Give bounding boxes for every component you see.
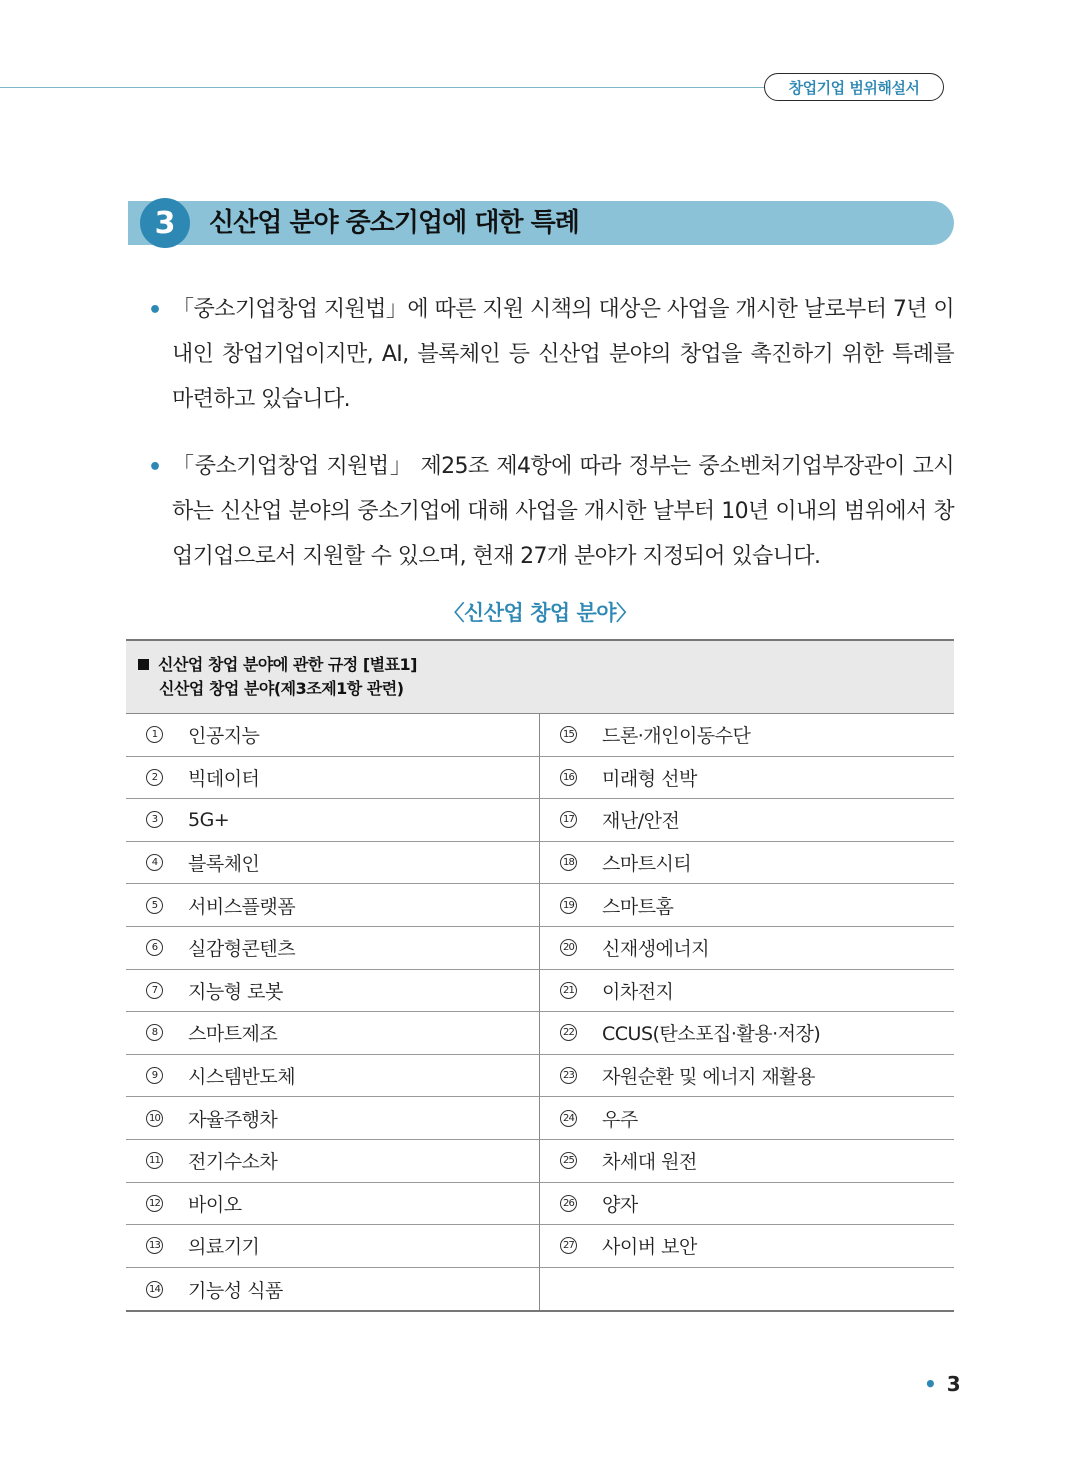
item-number: 11: [146, 1152, 163, 1169]
bullet-icon: •: [148, 455, 163, 480]
item-number: 21: [560, 982, 577, 999]
industry-name: 실감형콘텐츠: [188, 938, 296, 961]
table-cell: [126, 1268, 540, 1311]
industry-name: 재난/안전: [602, 810, 680, 833]
table-cell: [540, 757, 954, 800]
industry-table: [126, 639, 954, 1312]
table-cell: [540, 1055, 954, 1098]
industry-name: 스마트제조: [188, 1023, 278, 1046]
bullet-icon: •: [148, 298, 163, 323]
industry-name: 빅데이터: [188, 767, 260, 790]
item-number: 16: [560, 769, 577, 786]
item-number: 27: [560, 1237, 577, 1254]
industry-name: 시스템반도체: [188, 1066, 296, 1089]
table-cell: [126, 842, 540, 885]
item-number: 24: [560, 1110, 577, 1127]
item-number: 20: [560, 939, 577, 956]
item-number: 23: [560, 1067, 577, 1084]
industry-name: 의료기기: [188, 1236, 260, 1259]
table-cell: [126, 1183, 540, 1226]
item-number: 22: [560, 1024, 577, 1041]
table-cell: [540, 714, 954, 757]
industry-name: 신재생에너지: [602, 938, 710, 961]
table-cell: [126, 1097, 540, 1140]
item-number: 4: [146, 854, 163, 871]
industry-name: 스마트홈: [602, 895, 674, 918]
industry-name: 차세대 원전: [602, 1151, 697, 1174]
industry-name: 우주: [602, 1108, 638, 1131]
table-body: [126, 714, 954, 1310]
item-number: 5: [146, 897, 163, 914]
item-number: 1: [146, 726, 163, 743]
table-cell: [540, 1268, 954, 1311]
header-rule: [0, 87, 770, 88]
table-cell: [540, 1183, 954, 1226]
table-cell: [540, 1097, 954, 1140]
industry-name: 5G+: [188, 808, 230, 831]
table-cell: [540, 842, 954, 885]
industry-name: CCUS(탄소포집·활용·저장): [602, 1023, 821, 1046]
industry-name: 사이버 보안: [602, 1236, 697, 1259]
item-number: 15: [560, 726, 577, 743]
industry-name: 자율주행차: [188, 1108, 278, 1131]
item-number: 9: [146, 1067, 163, 1084]
square-bullet-icon: [138, 659, 149, 670]
industry-name: 기능성 식품: [188, 1279, 283, 1302]
document-tag: 창업기업 범위해설서: [764, 73, 944, 101]
industry-name: 서비스플랫폼: [188, 895, 296, 918]
item-number: 6: [146, 939, 163, 956]
item-number: 12: [146, 1195, 163, 1212]
industry-name: 지능형 로봇: [188, 980, 283, 1003]
paragraph: 「중소기업창업 지원법」 제25조 제4항에 따라 정부는 중소벤처기업부장관이 고시하는 신산업 분야의 중소기업에 대해 사업을 개시한 날부터 10년 이내의 범위에서 창업기업으로서 지원할 수 있으며, 현재 27개 분야가 지정되어 있습니다.: [172, 454, 954, 569]
item-number: 8: [146, 1024, 163, 1041]
industry-name: 양자: [602, 1193, 638, 1216]
item-number: 7: [146, 982, 163, 999]
item-number: 3: [146, 811, 163, 828]
industry-name: 미래형 선박: [602, 767, 697, 790]
industry-name: 바이오: [188, 1193, 242, 1216]
table-cell: [126, 714, 540, 757]
table-cell: [126, 884, 540, 927]
item-number: 18: [560, 854, 577, 871]
table-cell: [126, 927, 540, 970]
table-cell: [126, 1055, 540, 1098]
table-cell: [540, 927, 954, 970]
item-number: 19: [560, 897, 577, 914]
table-cell: [540, 1140, 954, 1183]
table-cell: [540, 1225, 954, 1268]
industry-name: 자원순환 및 에너지 재활용: [602, 1066, 816, 1089]
page-number: • 3: [924, 1372, 961, 1396]
industry-name: 블록체인: [188, 853, 260, 876]
section-number: 3: [140, 198, 190, 248]
table-cell: [540, 970, 954, 1013]
item-number: 26: [560, 1195, 577, 1212]
industry-name: 전기수소차: [188, 1151, 278, 1174]
table-cell: [540, 884, 954, 927]
industry-name: 드론·개인이동수단: [602, 725, 751, 748]
item-number: 14: [146, 1281, 163, 1298]
table-header-line1: 신산업 창업 분야에 관한 규정 [별표1]: [138, 653, 954, 677]
industry-name: 인공지능: [188, 725, 260, 748]
table-cell: [126, 970, 540, 1013]
bullet-icon: •: [924, 1372, 937, 1396]
table-cell: [540, 799, 954, 842]
table-cell: [126, 1225, 540, 1268]
table-cell: [126, 799, 540, 842]
table-cell: [126, 1140, 540, 1183]
table-cell: [126, 757, 540, 800]
table-cell: [126, 1012, 540, 1055]
industry-name: 스마트시티: [602, 853, 692, 876]
industry-name: 이차전지: [602, 980, 674, 1003]
item-number: 13: [146, 1237, 163, 1254]
paragraph: 「중소기업창업 지원법」에 따른 지원 시책의 대상은 사업을 개시한 날로부터 7년 이내인 창업기업이지만, AI, 블록체인 등 신산업 분야의 창업을 촉진하기 위한 특례를 마련하고 있습니다.: [172, 297, 954, 412]
table-header-line2: 신산업 창업 분야(제3조제1항 관련): [159, 679, 404, 698]
item-number: 17: [560, 811, 577, 828]
item-number: 25: [560, 1152, 577, 1169]
item-number: 2: [146, 769, 163, 786]
table-header: [126, 641, 954, 714]
table-cell: [540, 1012, 954, 1055]
section-title: 신산업 분야 중소기업에 대한 특례: [209, 208, 579, 238]
table-caption: 〈신산업 창업 분야〉: [443, 601, 637, 625]
item-number: 10: [146, 1110, 163, 1127]
